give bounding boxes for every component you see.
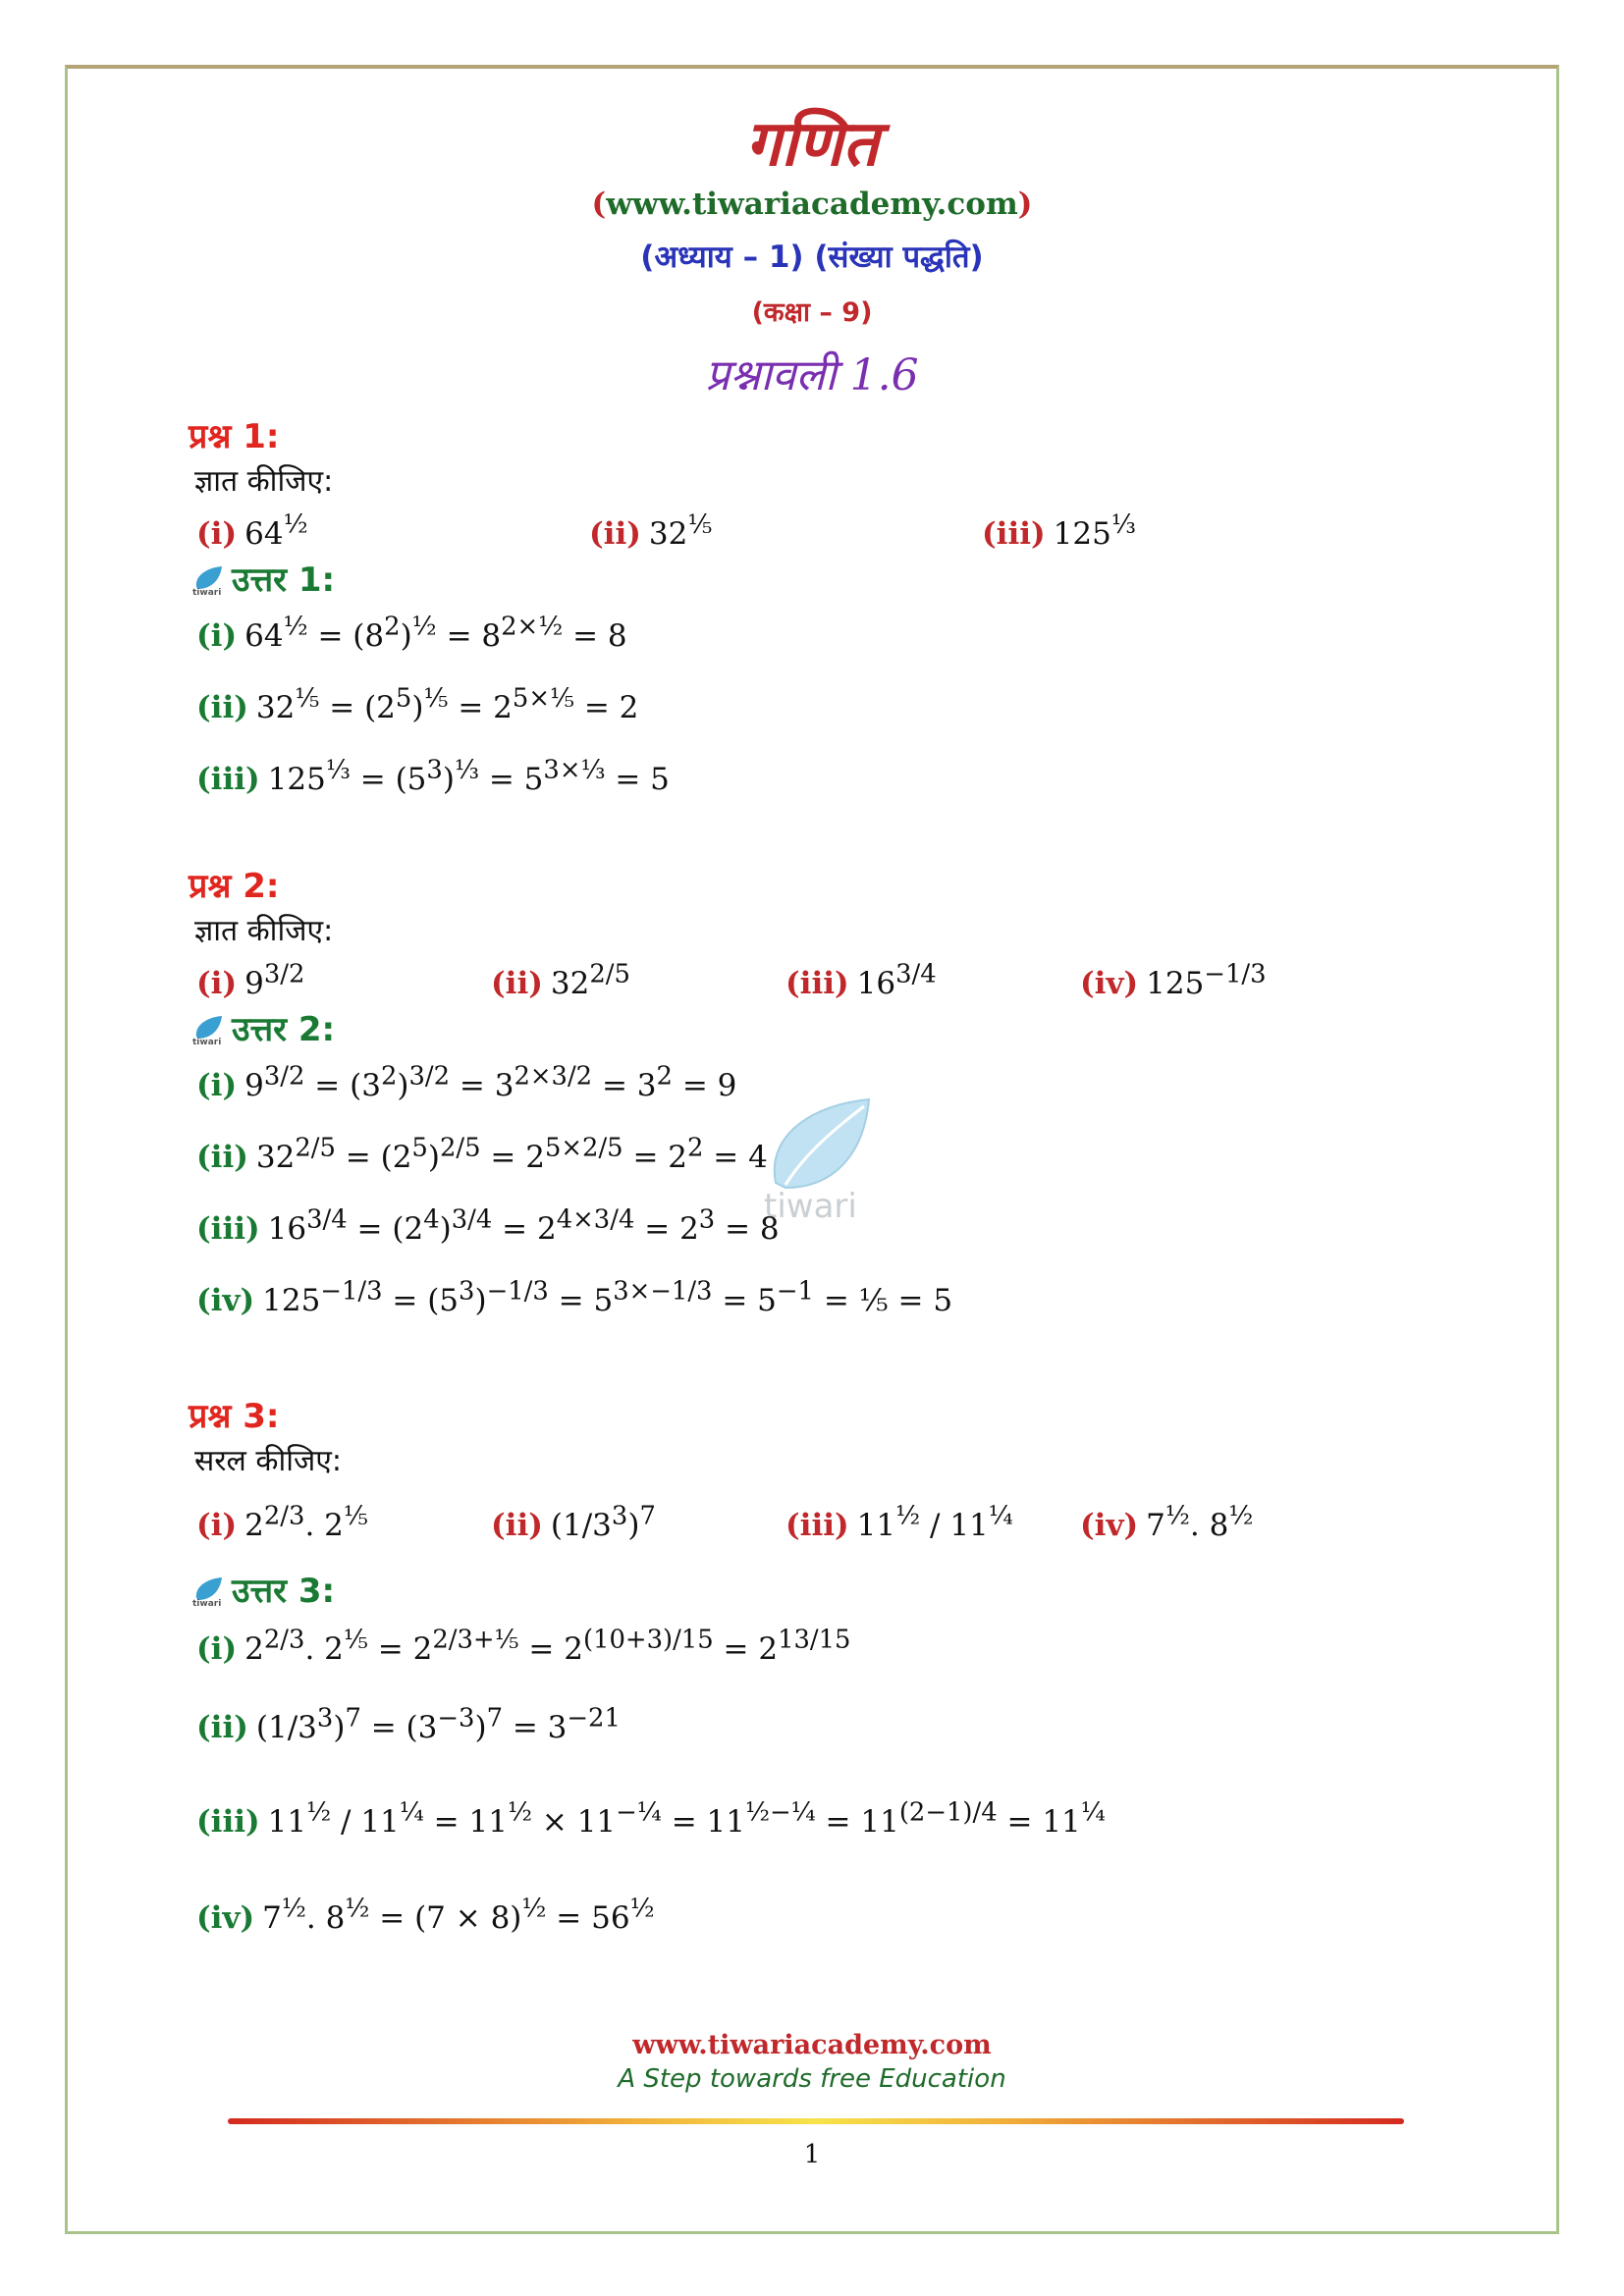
a3-line-2: (ii) $(1/3^3)^7 = (3^{-3})^7 = 3^{-21}$ [196, 1704, 621, 1746]
part-expr: $125^{\frac{1}{3}}$ [1053, 510, 1136, 553]
a1-heading [192, 556, 335, 601]
page-number: 1 [803, 2140, 821, 2169]
a2-line-3: (iii) $16^{3/4} = (2^4)^{3/4} = 2^{4\times 3/4} = 2^3 = 8$ [196, 1205, 780, 1248]
site-paren-close: ) [1017, 187, 1033, 222]
a2-line-4: (iv) $125^{-1/3} = (5^3)^{-1/3} = 5^{3\times-1/3} = 5^{-1}$ = ⅕ = 5 [196, 1277, 953, 1319]
footer-tagline: A Step towards free Education [618, 2064, 1006, 2094]
q3-part-3: (iii) $11^{\frac{1}{2}} / 11^{\frac{1}{4}}$ [785, 1502, 1013, 1544]
svg-text:tiwari: tiwari [192, 588, 222, 595]
a1-line-2: (ii) $32^{\frac{1}{5}} = (2^5)^{\frac{1}{5}} = 2^{5\times\frac{1}{5}} = 2$ [196, 684, 639, 726]
a3-line-1: (i) $2^{2/3}$. $2^{\frac{1}{5}} = 2^{2/3+\frac{1}{5}} = 2^{(10+3)/15} = 2^{13/15}$ [196, 1626, 851, 1668]
site-paren-open: ( [591, 187, 607, 222]
footer-site: www.tiwariacademy.com [632, 2030, 992, 2060]
q2-part-1: (i) $9^{3/2}$ [196, 960, 305, 1002]
part-label: (ii) [589, 516, 641, 553]
page-title: गणित [745, 108, 879, 181]
part-label: (i) [196, 516, 238, 553]
tiwari-leaf-watermark-icon [756, 1095, 874, 1222]
q2-instruction: ज्ञात कीजिए: [194, 914, 334, 948]
q1-part-1 [196, 510, 308, 552]
a3-line-4: (iv) $7^{\frac{1}{2}}$. $8^{\frac{1}{2}} = (7 \times 8)^{\frac{1}{2}} = 56^{\frac{1}{2}}$ [196, 1895, 655, 1937]
q3-instruction: सरल कीजिए: [194, 1444, 342, 1478]
q1-heading: प्रश्न 1: [189, 417, 280, 456]
exercise-title: प्रश्नावली 1.6 [705, 350, 919, 400]
a2-heading-text: उत्तर 2: [232, 1010, 336, 1049]
q1-instruction: ज्ञात कीजिए: [194, 464, 334, 499]
a2-heading [192, 1005, 335, 1050]
a1-line-3: (iii) $125^{\frac{1}{3}} = (5^3)^{\frac{1}{3}} = 5^{3\times\frac{1}{3}} = 5$ [196, 756, 670, 798]
part-expr: $64^{\frac{1}{2}}$ [244, 510, 308, 553]
q2-part-2: (ii) $32^{2/5}$ [491, 960, 630, 1002]
site-url [0, 187, 1624, 222]
class-label: (कक्षा – 9) [751, 297, 873, 328]
tiwari-leaf-icon [192, 1576, 224, 1606]
part-label: (iii) [982, 516, 1046, 553]
part-expr: $32^{\frac{1}{5}}$ [648, 510, 713, 553]
a1-line-1: (i) $64^{\frac{1}{2}} = (8^2)^{\frac{1}{2}} = 8^{2\times\frac{1}{2}} = 8$ [196, 613, 627, 655]
q2-heading: प्रश्न 2: [189, 867, 280, 906]
svg-text:tiwari: tiwari [192, 1038, 222, 1044]
tiwari-leaf-icon [192, 565, 224, 595]
svg-text:tiwari: tiwari [192, 1599, 222, 1606]
q3-part-2: (ii) $(1/3^3)^7$ [491, 1502, 656, 1544]
chapter-title: (अध्याय – 1) (संख्या पद्धति) [640, 240, 984, 275]
q2-part-3: (iii) $16^{3/4}$ [785, 960, 937, 1002]
a2-line-1: (i) $9^{3/2} = (3^2)^{3/2} = 3^{2\times 3/2} = 3^2 = 9$ [196, 1062, 737, 1104]
q3-part-4: (iv) $7^{\frac{1}{2}}$. $8^{\frac{1}{2}}$ [1080, 1502, 1254, 1544]
q1-part-3 [982, 510, 1136, 552]
q1-part-2 [589, 510, 712, 552]
watermark-text: tiwari [764, 1187, 857, 1222]
a3-heading-text: उत्तर 3: [232, 1572, 336, 1611]
a3-heading [192, 1567, 335, 1612]
q3-heading: प्रश्न 3: [189, 1397, 280, 1436]
a2-line-2: (ii) $32^{2/5} = (2^5)^{2/5} = 2^{5\times 2/5} = 2^2 = 4$ [196, 1134, 768, 1176]
tiwari-leaf-icon [192, 1015, 224, 1044]
a3-line-3: (iii) $11^{\frac{1}{2}} / 11^{\frac{1}{4}} = 11^{\frac{1}{2}} \times 11^{-\frac{1}{4}} = 11^{\frac{1}{2}-\frac{1}{4}} = 11^{(2-1)/4} = 11^{\frac{1}{4}}$ [196, 1798, 1106, 1841]
site-url-text: www.tiwariacademy.com [606, 187, 1018, 222]
a1-heading-text: उत्तर 1: [232, 561, 336, 600]
q3-part-1: (i) $2^{2/3}$. $2^{\frac{1}{5}}$ [196, 1502, 368, 1544]
footer-divider [228, 2118, 1404, 2124]
q2-part-4: (iv) $125^{-1/3}$ [1080, 960, 1267, 1002]
